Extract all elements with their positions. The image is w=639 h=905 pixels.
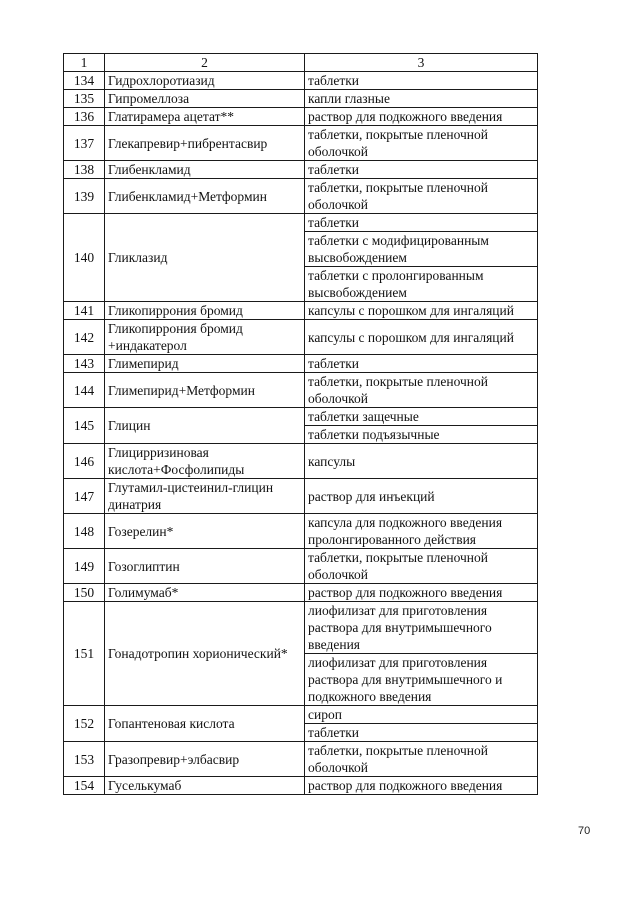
cell-number: 146 xyxy=(64,444,105,479)
table-row xyxy=(64,72,538,90)
cell-number: 149 xyxy=(64,549,105,584)
cell-number: 154 xyxy=(64,777,105,795)
cell-drug-name: Голимумаб* xyxy=(105,584,305,602)
cell-dosage-form: таблетки xyxy=(305,72,538,90)
table-row xyxy=(64,320,538,355)
cell-drug-name: Гипромеллоза xyxy=(105,90,305,108)
table-row xyxy=(64,90,538,108)
cell-drug-name: Гликопиррония бромид xyxy=(105,302,305,320)
cell-number: 150 xyxy=(64,584,105,602)
cell-dosage-form: таблетки, покрытые пленочной оболочкой xyxy=(305,126,538,161)
table-row xyxy=(64,408,538,426)
cell-dosage-form: таблетки, покрытые пленочной оболочкой xyxy=(305,373,538,408)
cell-number: 135 xyxy=(64,90,105,108)
table-row xyxy=(64,161,538,179)
cell-dosage-form: раствор для инъекций xyxy=(305,479,538,514)
cell-number: 138 xyxy=(64,161,105,179)
table-row xyxy=(64,514,538,549)
header-cell-form: 3 xyxy=(305,54,538,72)
cell-drug-name: Гозерелин* xyxy=(105,514,305,549)
cell-dosage-form: таблетки xyxy=(305,724,538,742)
cell-dosage-form: раствор для подкожного введения xyxy=(305,108,538,126)
cell-drug-name: Глекапревир+пибрентасвир xyxy=(105,126,305,161)
cell-drug-name: Глибенкламид+Метформин xyxy=(105,179,305,214)
cell-number: 153 xyxy=(64,742,105,777)
cell-drug-name: Гликопиррония бромид +индакатерол xyxy=(105,320,305,355)
cell-dosage-form: таблетки xyxy=(305,161,538,179)
cell-number: 140 xyxy=(64,214,105,302)
cell-drug-name: Глицирризиновая кислота+Фосфолипиды xyxy=(105,444,305,479)
header-cell-name: 2 xyxy=(105,54,305,72)
cell-drug-name: Гозоглиптин xyxy=(105,549,305,584)
cell-drug-name: Гонадотропин хорионический* xyxy=(105,602,305,706)
cell-drug-name: Глатирамера ацетат** xyxy=(105,108,305,126)
table-row xyxy=(64,549,538,584)
cell-drug-name: Глутамил-цистеинил-глицин динатрия xyxy=(105,479,305,514)
header-cell-number: 1 xyxy=(64,54,105,72)
table-row xyxy=(64,602,538,654)
cell-dosage-form: таблетки, покрытые пленочной оболочкой xyxy=(305,549,538,584)
table-row xyxy=(64,214,538,232)
cell-dosage-form: капсула для подкожного введения пролонгированного действия xyxy=(305,514,538,549)
cell-dosage-form: таблетки, покрытые пленочной оболочкой xyxy=(305,179,538,214)
cell-dosage-form: таблетки, покрытые пленочной оболочкой xyxy=(305,742,538,777)
table-body xyxy=(64,54,538,795)
cell-number: 142 xyxy=(64,320,105,355)
cell-drug-name: Глибенкламид xyxy=(105,161,305,179)
cell-drug-name: Гразопревир+элбасвир xyxy=(105,742,305,777)
table-row xyxy=(64,479,538,514)
drug-table xyxy=(63,53,538,795)
table-row xyxy=(64,584,538,602)
table-row xyxy=(64,355,538,373)
cell-number: 143 xyxy=(64,355,105,373)
cell-number: 147 xyxy=(64,479,105,514)
cell-number: 137 xyxy=(64,126,105,161)
cell-dosage-form: раствор для подкожного введения xyxy=(305,777,538,795)
cell-dosage-form: таблетки защечные xyxy=(305,408,538,426)
table-row xyxy=(64,126,538,161)
table-row xyxy=(64,742,538,777)
cell-dosage-form: капсулы с порошком для ингаляций xyxy=(305,320,538,355)
table-row xyxy=(64,302,538,320)
table-row xyxy=(64,108,538,126)
cell-number: 148 xyxy=(64,514,105,549)
table-header-row xyxy=(64,54,538,72)
page-number: 70 xyxy=(578,825,591,837)
cell-drug-name: Глимепирид xyxy=(105,355,305,373)
cell-dosage-form: раствор для подкожного введения xyxy=(305,584,538,602)
cell-dosage-form: лиофилизат для приготовления раствора для внутримышечного и подкожного введения xyxy=(305,654,538,706)
cell-dosage-form: таблетки с модифицированным высвобождением xyxy=(305,232,538,267)
cell-dosage-form: таблетки xyxy=(305,355,538,373)
cell-dosage-form: лиофилизат для приготовления раствора для внутримышечного введения xyxy=(305,602,538,654)
cell-drug-name: Гуселькумаб xyxy=(105,777,305,795)
cell-number: 136 xyxy=(64,108,105,126)
cell-drug-name: Глимепирид+Метформин xyxy=(105,373,305,408)
cell-dosage-form: капсулы с порошком для ингаляций xyxy=(305,302,538,320)
cell-dosage-form: капсулы xyxy=(305,444,538,479)
table-row xyxy=(64,179,538,214)
cell-number: 134 xyxy=(64,72,105,90)
cell-number: 145 xyxy=(64,408,105,444)
cell-dosage-form: таблетки xyxy=(305,214,538,232)
cell-drug-name: Гопантеновая кислота xyxy=(105,706,305,742)
table-row xyxy=(64,444,538,479)
cell-drug-name: Гликлазид xyxy=(105,214,305,302)
cell-number: 139 xyxy=(64,179,105,214)
cell-dosage-form: таблетки с пролонгированным высвобождением xyxy=(305,267,538,302)
cell-dosage-form: таблетки подъязычные xyxy=(305,426,538,444)
cell-number: 152 xyxy=(64,706,105,742)
cell-number: 144 xyxy=(64,373,105,408)
cell-number: 151 xyxy=(64,602,105,706)
table-row xyxy=(64,777,538,795)
cell-drug-name: Гидрохлоротиазид xyxy=(105,72,305,90)
cell-dosage-form: капли глазные xyxy=(305,90,538,108)
cell-drug-name: Глицин xyxy=(105,408,305,444)
table-row xyxy=(64,706,538,724)
table-row xyxy=(64,373,538,408)
cell-number: 141 xyxy=(64,302,105,320)
cell-dosage-form: сироп xyxy=(305,706,538,724)
